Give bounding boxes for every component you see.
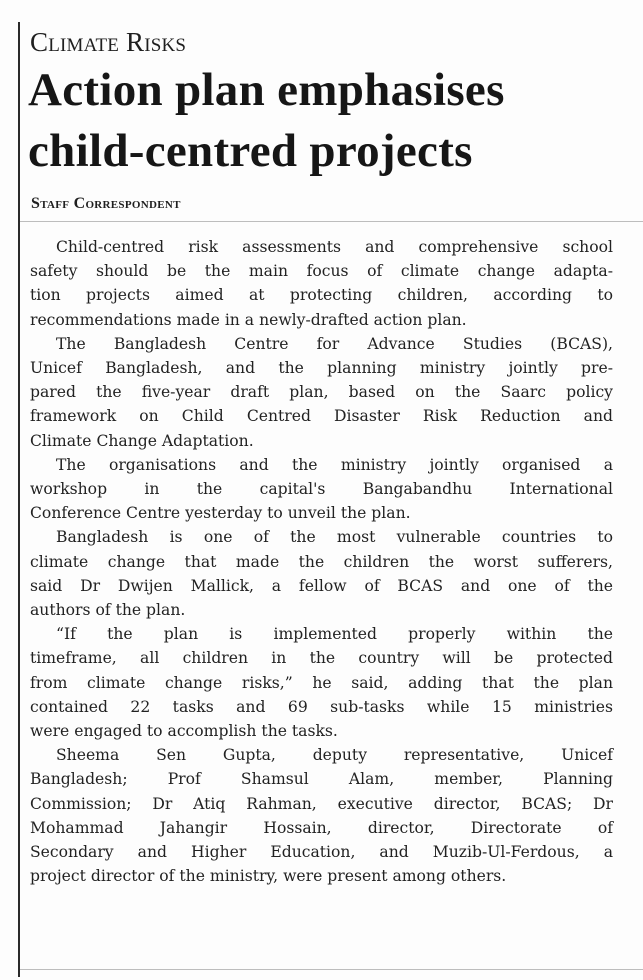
- article-line: Commission; Dr Atiq Rahman, executive director, BCAS; Dr: [30, 794, 613, 813]
- article-line: The organisations and the ministry jointly organised a: [56, 455, 613, 474]
- article-line: project director of the ministry, were present among others.: [30, 867, 507, 886]
- article-line: Conference Centre yesterday to unveil the plan.: [30, 504, 411, 523]
- article-line: safety should be the main focus of climate change adapta-: [30, 262, 613, 281]
- article-line: pared the five-year draft plan, based on the Saarc policy: [30, 383, 613, 402]
- article-line: “If the plan is implemented properly within the: [56, 625, 613, 644]
- byline: Staff Correspondent: [31, 195, 181, 212]
- article-line: climate change that made the children the worst sufferers,: [30, 552, 613, 571]
- article-line: Child-centred risk assessments and comprehensive school: [56, 238, 613, 256]
- article-line: Bangladesh is one of the most vulnerable countries to: [56, 528, 613, 547]
- bottom-divider: [20, 969, 643, 970]
- header-divider: [20, 221, 643, 222]
- article-line: timeframe, all children in the country will be protected: [30, 649, 613, 668]
- article-line: recommendations made in a newly-drafted action plan.: [30, 310, 467, 329]
- column-rule-left: [18, 22, 20, 977]
- article-line: Sheema Sen Gupta, deputy representative, Unicef: [56, 746, 613, 765]
- article-line: authors of the plan.: [30, 601, 186, 620]
- article-body: [30, 235, 613, 888]
- section-kicker: Climate Risks: [30, 27, 187, 57]
- article-line: contained 22 tasks and 69 sub-tasks while 15 ministries: [30, 697, 613, 716]
- article-line: framework on Child Centred Disaster Risk Reduction and: [30, 407, 613, 426]
- article-line: were engaged to accomplish the tasks.: [30, 722, 338, 741]
- article-line: Mohammad Jahangir Hossain, director, Directorate of: [30, 818, 613, 837]
- article-line: Unicef Bangladesh, and the planning ministry jointly pre-: [30, 359, 613, 378]
- article-line: said Dr Dwijen Mallick, a fellow of BCAS and one of the: [30, 576, 613, 595]
- headline: [28, 60, 638, 182]
- article-line: Secondary and Higher Education, and Muzib-Ul-Ferdous, a: [30, 843, 613, 862]
- article-line: The Bangladesh Centre for Advance Studies (BCAS),: [56, 334, 613, 353]
- article-line: Climate Change Adaptation.: [30, 431, 254, 450]
- article-line: Bangladesh; Prof Shamsul Alam, member, Planning: [30, 770, 613, 789]
- article-line: tion projects aimed at protecting children, according to: [30, 286, 613, 305]
- headline-line: Action plan emphasises: [28, 64, 505, 116]
- article-line: workshop in the capital's Bangabandhu International: [30, 480, 613, 499]
- article-line: from climate change risks,” he said, adding that the plan: [30, 673, 613, 692]
- headline-line: child-centred projects: [28, 125, 473, 177]
